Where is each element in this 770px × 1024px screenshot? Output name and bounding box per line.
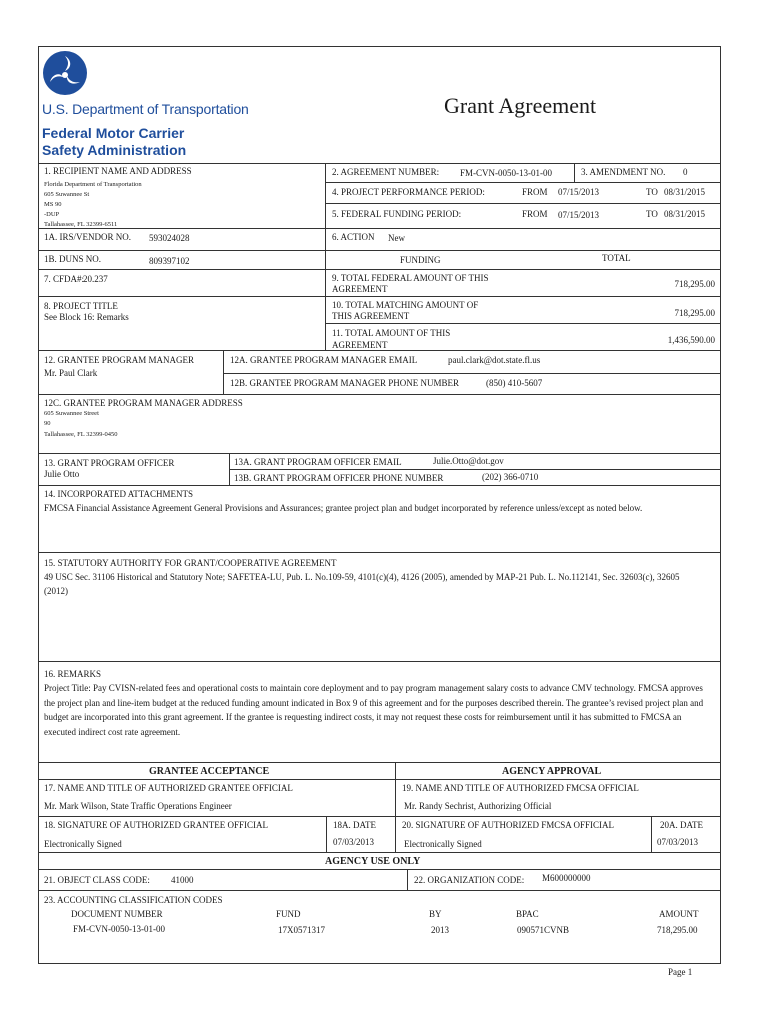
funding-from-date: 07/15/2013 — [558, 210, 600, 220]
grantee-manager-name: Mr. Paul Clark — [44, 368, 98, 378]
block-23-accounting-codes — [38, 890, 721, 964]
block-6-action — [325, 228, 721, 251]
fmcsa-signature: Electronically Signed — [404, 839, 482, 849]
to-label: TO — [646, 209, 658, 219]
from-label: FROM — [522, 187, 548, 197]
to-label: TO — [646, 187, 658, 197]
fmcsa-official-name: Mr. Randy Sechrist, Authorizing Official — [404, 801, 552, 811]
block-13b-officer-phone — [229, 469, 721, 486]
performance-to-date: 08/31/2015 — [664, 187, 706, 197]
accounting-bpac: 090571CVNB — [517, 925, 570, 935]
total-header-label: TOTAL — [602, 253, 631, 263]
block-1a-label: 1A. IRS/VENDOR NO. — [44, 232, 132, 242]
block-1a-vendor — [38, 228, 326, 251]
block-12a-manager-email — [223, 350, 721, 374]
attachments-text: FMCSA Financial Assistance Agreement General Provisions and Assurances; grantee project plan and budget incorporated by reference unless/except as noted below. — [44, 503, 643, 513]
block-8-label: 8. PROJECT TITLE — [44, 301, 118, 311]
grantee-signature: Electronically Signed — [44, 839, 122, 849]
block-19-fmcsa-official — [395, 779, 721, 817]
sub-agency-line2: Safety Administration — [42, 142, 187, 158]
block-16-remarks — [38, 661, 721, 763]
grantee-acceptance-header — [38, 762, 396, 780]
block-10-label-line2: THIS AGREEMENT — [332, 311, 410, 321]
block-9-federal-amount — [325, 269, 721, 297]
block-12-label: 12. GRANTEE PROGRAM MANAGER — [44, 355, 195, 365]
accounting-by: 2013 — [431, 925, 449, 935]
block-13-label: 13. GRANT PROGRAM OFFICER — [44, 458, 175, 468]
grantee-sign-date: 07/03/2013 — [333, 837, 375, 847]
block-18a-date — [326, 816, 396, 853]
from-label: FROM — [522, 209, 548, 219]
funding-header-label: FUNDING — [400, 255, 441, 265]
block-20a-date — [651, 816, 721, 853]
block-13b-label: 13B. GRANT PROGRAM OFFICER PHONE NUMBER — [234, 473, 444, 483]
remarks-text: Project Title: Pay CVISN-related fees and operational costs to maintain core deployment and to pay program management salary costs to advance CMV technology. FMCSA approves the project plan and line-item budget at the reduced funding amount indicated in Box 9 of this agreement and for the purposes described therein. The grantee’s revised project plan and budget are incorporated into this grant agreement. If the grantee is requesting indirect costs, it may not request these costs for reimbursement until it has submitted to FMCSA an executed indirect cost rate agreement. — [44, 683, 704, 737]
block-1b-label: 1B. DUNS NO. — [44, 254, 102, 264]
address-line: 605 Suwannee Street — [44, 410, 99, 417]
block-21-object-class — [38, 869, 408, 891]
officer-phone: (202) 366-0710 — [482, 472, 539, 482]
block-12a-label: 12A. GRANTEE PROGRAM MANAGER EMAIL — [230, 355, 418, 365]
recipient-line: MS 90 — [44, 201, 62, 208]
block-11-total-amount — [325, 323, 721, 351]
block-14-attachments — [38, 485, 721, 553]
block-11-label-line2: AGREEMENT — [332, 340, 388, 350]
accounting-document-number: FM-CVN-0050-13-01-00 — [73, 924, 165, 934]
manager-phone: (850) 410-5607 — [486, 378, 543, 388]
vendor-number: 593024028 — [149, 233, 190, 243]
block-22-label: 22. ORGANIZATION CODE: — [414, 875, 525, 885]
block-6-label: 6. ACTION — [332, 232, 375, 242]
block-4-performance-period — [325, 182, 721, 204]
block-12b-manager-phone — [223, 373, 721, 395]
agency-use-only-title: AGENCY USE ONLY — [325, 856, 421, 867]
block-12b-label: 12B. GRANTEE PROGRAM MANAGER PHONE NUMBER — [230, 378, 460, 388]
block-1-recipient — [38, 163, 326, 229]
agreement-number: FM-CVN-0050-13-01-00 — [460, 168, 552, 178]
block-21-label: 21. OBJECT CLASS CODE: — [44, 875, 150, 885]
recipient-line: 605 Suwannee St — [44, 191, 90, 198]
block-3-label: 3. AMENDMENT NO. — [581, 167, 666, 177]
block-2-agreement-number — [325, 163, 575, 183]
address-line: Tallahassee, FL 32399-0450 — [44, 431, 118, 438]
column-header-bpac: BPAC — [516, 909, 539, 919]
block-20a-label: 20A. DATE — [660, 820, 703, 830]
block-7-label: 7. CFDA#: — [44, 274, 85, 284]
block-20-fmcsa-signature — [395, 816, 652, 853]
block-22-organization-code — [407, 869, 721, 891]
block-7-cfda — [38, 269, 326, 297]
block-15-label: 15. STATUTORY AUTHORITY FOR GRANT/COOPERATIVE AGREEMENT — [44, 558, 337, 568]
column-header-fund: FUND — [276, 909, 301, 919]
matching-amount: 718,295.00 — [674, 308, 715, 318]
block-4-label: 4. PROJECT PERFORMANCE PERIOD: — [332, 187, 485, 197]
block-12-grantee-manager — [38, 350, 224, 395]
block-13-grant-officer — [38, 453, 230, 486]
block-12c-manager-address — [38, 394, 721, 454]
block-15-statutory-authority — [38, 552, 721, 662]
total-amount: 1,436,590.00 — [667, 335, 715, 345]
page-number: Page 1 — [668, 967, 693, 977]
agency-name: U.S. Department of Transportation — [42, 101, 249, 117]
recipient-line: Florida Department of Transportation — [44, 181, 142, 188]
manager-email: paul.clark@dot.state.fl.us — [448, 355, 541, 365]
grantee-official-name: Mr. Mark Wilson, State Traffic Operations Engineer — [44, 801, 232, 811]
block-23-label: 23. ACCOUNTING CLASSIFICATION CODES — [44, 895, 223, 905]
block-5-label: 5. FEDERAL FUNDING PERIOD: — [332, 209, 462, 219]
recipient-line: -DUP — [44, 211, 60, 218]
block-9-label-line2: AGREEMENT — [332, 284, 388, 294]
block-13a-officer-email — [229, 453, 721, 470]
block-14-label: 14. INCORPORATED ATTACHMENTS — [44, 489, 194, 499]
block-18-label: 18. SIGNATURE OF AUTHORIZED GRANTEE OFFICIAL — [44, 820, 268, 830]
amendment-number: 0 — [683, 167, 688, 177]
performance-from-date: 07/15/2013 — [558, 187, 600, 197]
fmcsa-sign-date: 07/03/2013 — [657, 837, 699, 847]
block-17-grantee-official — [38, 779, 396, 817]
cfda-number: 20.237 — [83, 274, 108, 284]
block-11-label-line1: 11. TOTAL AMOUNT OF THIS — [332, 328, 451, 338]
block-2-label: 2. AGREEMENT NUMBER: — [332, 167, 440, 177]
block-17-label: 17. NAME AND TITLE OF AUTHORIZED GRANTEE OFFICIAL — [44, 783, 293, 793]
block-3-amendment — [574, 163, 721, 183]
block-10-matching-amount — [325, 296, 721, 324]
document-title: Grant Agreement — [444, 93, 597, 118]
block-20-label: 20. SIGNATURE OF AUTHORIZED FMCSA OFFICIAL — [402, 820, 615, 830]
statutory-text: 49 USC Sec. 31106 Historical and Statutory Note; SAFETEA-LU, Pub. L. No.109-59, 4101(c)(4), 4126 (2005), amended by MAP-21 Pub. L. No.112141, Sec. 32603(c), 32605 (2012) — [44, 572, 680, 596]
block-13a-label: 13A. GRANT PROGRAM OFFICER EMAIL — [234, 457, 402, 467]
federal-amount: 718,295.00 — [674, 279, 715, 289]
agency-approval-header — [395, 762, 721, 780]
block-12c-label: 12C. GRANTEE PROGRAM MANAGER ADDRESS — [44, 398, 243, 408]
organization-code: M600000000 — [542, 873, 591, 883]
object-class-code: 41000 — [171, 875, 194, 885]
address-line: 90 — [44, 420, 51, 427]
column-header-document-number: DOCUMENT NUMBER — [71, 909, 163, 919]
block-10-label-line1: 10. TOTAL MATCHING AMOUNT OF — [332, 300, 479, 310]
recipient-line: Tallahassee, FL 32399-6511 — [44, 221, 118, 228]
block-5-funding-period — [325, 203, 721, 229]
block-1-label: 1. RECIPIENT NAME AND ADDRESS — [44, 166, 192, 176]
grantee-acceptance-title: GRANTEE ACCEPTANCE — [149, 766, 270, 777]
block-18-grantee-signature — [38, 816, 327, 853]
duns-number: 809397102 — [149, 256, 190, 266]
agency-approval-title: AGENCY APPROVAL — [502, 766, 602, 777]
block-16-label: 16. REMARKS — [44, 669, 102, 679]
action-value: New — [388, 233, 405, 243]
column-header-by: BY — [429, 909, 442, 919]
column-header-amount: AMOUNT — [659, 909, 699, 919]
funding-header — [325, 250, 721, 270]
block-9-label-line1: 9. TOTAL FEDERAL AMOUNT OF THIS — [332, 273, 489, 283]
agency-use-only-header — [38, 852, 721, 870]
block-1b-duns — [38, 250, 326, 270]
block-8-project-title — [38, 296, 326, 351]
block-19-label: 19. NAME AND TITLE OF AUTHORIZED FMCSA OFFICIAL — [402, 783, 639, 793]
project-title: See Block 16: Remarks — [44, 312, 129, 322]
funding-to-date: 08/31/2015 — [664, 209, 706, 219]
grant-officer-name: Julie Otto — [44, 469, 80, 479]
block-18a-label: 18A. DATE — [333, 820, 376, 830]
accounting-amount: 718,295.00 — [657, 925, 698, 935]
sub-agency-line1: Federal Motor Carrier — [42, 125, 185, 141]
accounting-fund: 17X0571317 — [278, 925, 325, 935]
officer-email: Julie.Otto@dot.gov — [433, 456, 504, 466]
